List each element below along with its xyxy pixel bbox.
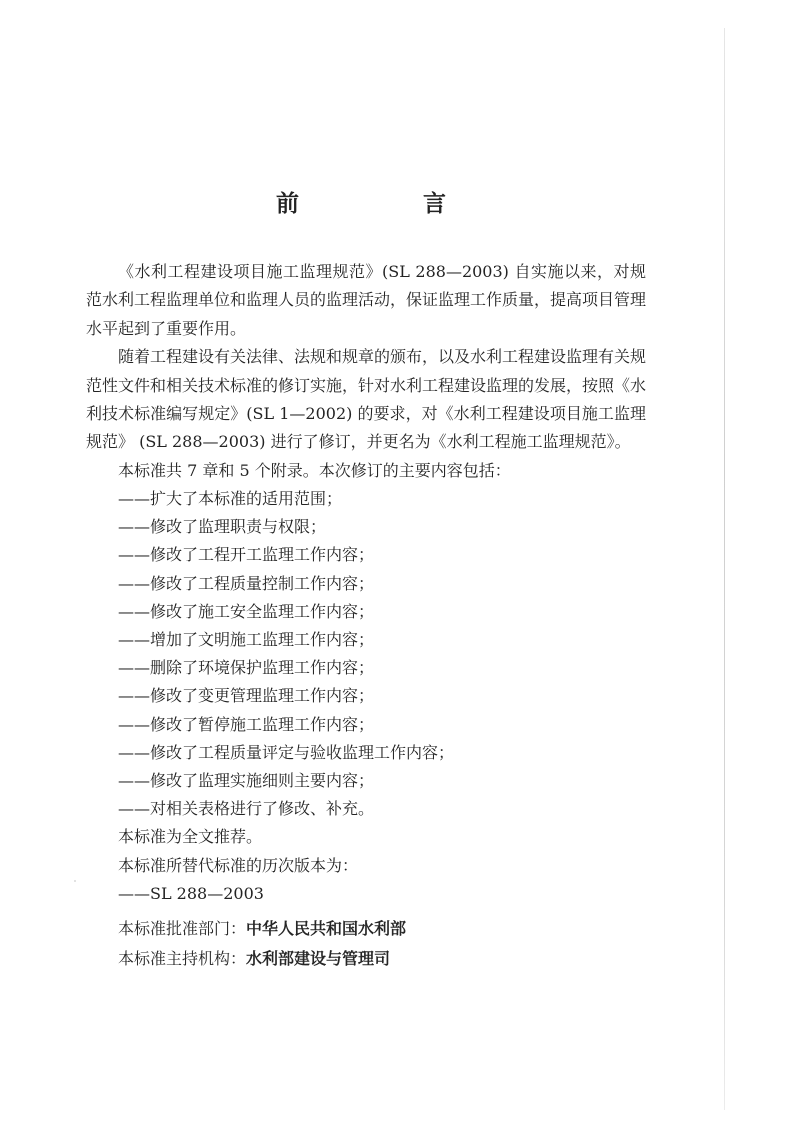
list-item: ——修改了工程质量控制工作内容； (118, 573, 375, 593)
list-item: ——修改了监理职责与权限； (118, 517, 327, 537)
list-item: ——删除了环境保护监理工作内容； (118, 658, 375, 678)
list-item: ——修改了变更管理监理工作内容； (118, 686, 375, 706)
recommendation-line: 本标准为全文推荐。 (118, 827, 263, 847)
host-label: 本标准主持机构： (118, 949, 247, 969)
list-item: ——修改了监理实施细则主要内容； (118, 771, 375, 791)
host-value: 水利部建设与管理司 (246, 949, 391, 969)
page-title: 前 言 (275, 191, 504, 217)
approval-value: 中华人民共和国水利部 (246, 919, 407, 939)
list-item: ——增加了文明施工监理工作内容； (118, 630, 375, 650)
replaced-title: 本标准所替代标准的历次版本为： (118, 855, 359, 875)
approval-department (86, 914, 646, 944)
list-item: ——扩大了本标准的适用范围； (118, 489, 343, 509)
approval-label: 本标准批准部门： (118, 919, 247, 939)
scan-speck (74, 880, 76, 882)
list-item: ——修改了暂停施工监理工作内容； (118, 714, 375, 734)
page-edge-line (724, 28, 725, 1110)
paragraph-1: 《水利工程建设项目施工监理规范》(SL 288—2003) 自实施以来，对规范水利工程监理单位和监理人员的监理活动，保证监理工作质量，提高项目管理水平起到了重要作用。 (86, 262, 647, 338)
list-item: ——对相关表格进行了修改、补充。 (118, 799, 375, 819)
replaced-version: ——SL 288—2003 (118, 883, 264, 903)
intro-line: 本标准共 7 章和 5 个附录。本次修订的主要内容包括： (118, 460, 511, 480)
changes-list (86, 485, 646, 823)
list-item: ——修改了工程质量评定与验收监理工作内容； (118, 742, 455, 762)
list-item: ——修改了工程开工监理工作内容； (118, 545, 375, 565)
document-body (86, 258, 646, 974)
paragraph-2: 随着工程建设有关法律、法规和规章的颁布，以及水利工程建设监理有关规范性文件和相关技术标准的修订实施，针对水利工程建设监理的发展，按照《水利技术标准编写规定》(SL 1—2002) 的要求，对《水利工程建设项目施工监理规范》 (SL 288—2003) 进行了修订，并更名为《水利工程施工监理规范》。 (86, 347, 647, 452)
host-organization (86, 944, 646, 974)
list-item: ——修改了施工安全监理工作内容； (118, 601, 375, 621)
